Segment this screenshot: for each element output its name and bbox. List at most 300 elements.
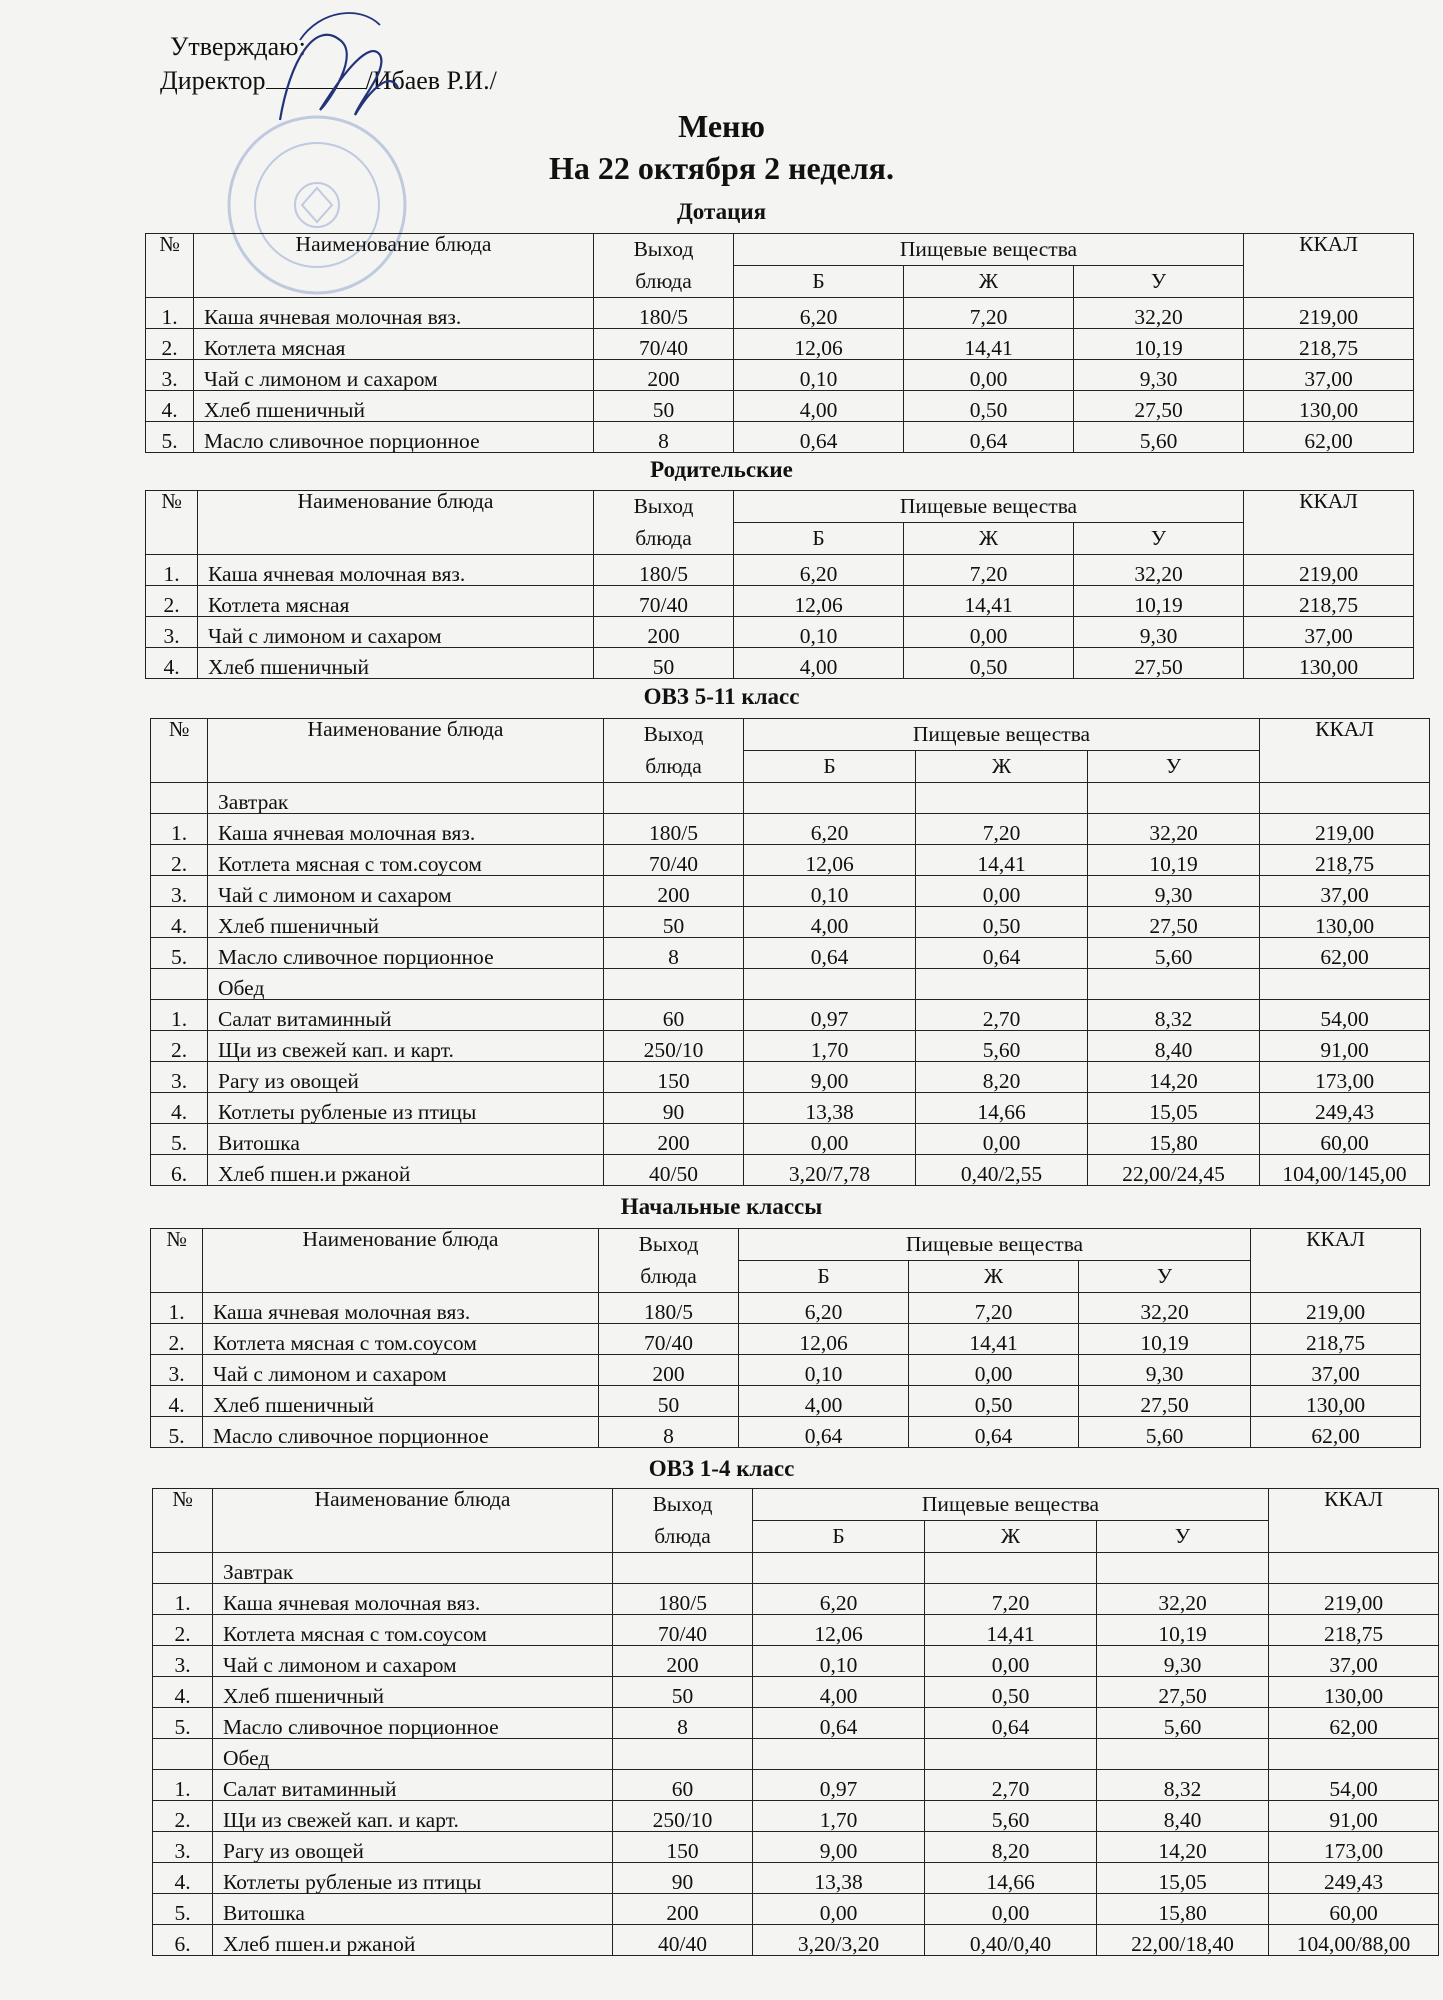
dish-name: Масло сливочное порционное bbox=[208, 938, 604, 969]
dish-yield: 40/50 bbox=[604, 1155, 744, 1186]
proteins-value: 9,00 bbox=[753, 1832, 925, 1863]
fats-value: 0,64 bbox=[916, 938, 1088, 969]
table-header-row bbox=[146, 234, 1414, 266]
header-number: № bbox=[151, 1229, 203, 1293]
carbs-value: 27,50 bbox=[1097, 1677, 1269, 1708]
dish-name: Масло сливочное порционное bbox=[194, 422, 594, 453]
fats-value: 8,20 bbox=[916, 1062, 1088, 1093]
table-row bbox=[146, 617, 1414, 648]
header-carbs: У bbox=[1088, 751, 1260, 783]
row-number bbox=[153, 1553, 213, 1584]
carbs-value: 32,20 bbox=[1074, 298, 1244, 329]
dish-yield: 180/5 bbox=[594, 298, 734, 329]
kcal-value: 218,75 bbox=[1260, 845, 1430, 876]
kcal-value: 218,75 bbox=[1251, 1324, 1421, 1355]
proteins-value: 12,06 bbox=[739, 1324, 909, 1355]
header-nutrients: Пищевые вещества bbox=[753, 1489, 1269, 1521]
menu-table-dotation bbox=[145, 233, 1414, 453]
header-yield-2: блюда bbox=[604, 751, 744, 783]
row-number bbox=[151, 783, 208, 814]
dish-yield bbox=[604, 969, 744, 1000]
dish-name: Котлеты рубленые из птицы bbox=[208, 1093, 604, 1124]
carbs-value: 14,20 bbox=[1097, 1832, 1269, 1863]
kcal-value: 218,75 bbox=[1244, 329, 1414, 360]
row-number: 3. bbox=[153, 1646, 213, 1677]
fats-value: 0,50 bbox=[904, 391, 1074, 422]
dish-yield: 8 bbox=[604, 938, 744, 969]
fats-value bbox=[916, 783, 1088, 814]
fats-value: 0,40/0,40 bbox=[925, 1925, 1097, 1956]
kcal-value: 60,00 bbox=[1260, 1124, 1430, 1155]
proteins-value: 0,10 bbox=[734, 617, 904, 648]
table-row bbox=[153, 1894, 1439, 1925]
proteins-value: 6,20 bbox=[739, 1293, 909, 1324]
row-number: 3. bbox=[151, 1062, 208, 1093]
kcal-value: 37,00 bbox=[1251, 1355, 1421, 1386]
row-number: 4. bbox=[151, 1386, 203, 1417]
dish-name: Завтрак bbox=[213, 1553, 613, 1584]
proteins-value: 0,64 bbox=[744, 938, 916, 969]
header-dish-name: Наименование блюда bbox=[213, 1489, 613, 1553]
dish-yield: 200 bbox=[604, 876, 744, 907]
table-row bbox=[146, 391, 1414, 422]
fats-value: 14,41 bbox=[925, 1615, 1097, 1646]
table-row bbox=[151, 1386, 1421, 1417]
kcal-value: 219,00 bbox=[1244, 555, 1414, 586]
kcal-value: 219,00 bbox=[1251, 1293, 1421, 1324]
fats-value: 14,41 bbox=[916, 845, 1088, 876]
proteins-value: 0,10 bbox=[739, 1355, 909, 1386]
dish-yield bbox=[613, 1739, 753, 1770]
kcal-value: 130,00 bbox=[1251, 1386, 1421, 1417]
proteins-value bbox=[744, 969, 916, 1000]
dish-yield: 180/5 bbox=[594, 555, 734, 586]
carbs-value: 9,30 bbox=[1097, 1646, 1269, 1677]
carbs-value: 9,30 bbox=[1074, 617, 1244, 648]
dish-name: Чай с лимоном и сахаром bbox=[208, 876, 604, 907]
proteins-value: 6,20 bbox=[734, 555, 904, 586]
fats-value: 8,20 bbox=[925, 1832, 1097, 1863]
header-carbs: У bbox=[1074, 523, 1244, 555]
dish-yield: 70/40 bbox=[599, 1324, 739, 1355]
header-kcal: ККАЛ bbox=[1269, 1489, 1439, 1553]
carbs-value: 10,19 bbox=[1079, 1324, 1251, 1355]
dish-name: Витошка bbox=[213, 1894, 613, 1925]
row-number: 3. bbox=[151, 1355, 203, 1386]
table-row bbox=[146, 329, 1414, 360]
proteins-value bbox=[744, 783, 916, 814]
dish-name: Котлета мясная bbox=[198, 586, 594, 617]
fats-value: 5,60 bbox=[916, 1031, 1088, 1062]
dish-yield: 200 bbox=[594, 617, 734, 648]
proteins-value: 12,06 bbox=[734, 586, 904, 617]
carbs-value: 15,80 bbox=[1088, 1124, 1260, 1155]
fats-value: 0,50 bbox=[925, 1677, 1097, 1708]
header-yield-2: блюда bbox=[594, 266, 734, 298]
director-name: /Ибаев Р.И./ bbox=[365, 66, 497, 95]
row-number: 3. bbox=[151, 876, 208, 907]
proteins-value: 3,20/7,78 bbox=[744, 1155, 916, 1186]
table-row bbox=[146, 555, 1414, 586]
fats-value bbox=[925, 1739, 1097, 1770]
row-number: 5. bbox=[146, 422, 194, 453]
row-number: 5. bbox=[151, 1124, 208, 1155]
carbs-value: 14,20 bbox=[1088, 1062, 1260, 1093]
header-kcal: ККАЛ bbox=[1244, 491, 1414, 555]
dish-yield: 70/40 bbox=[604, 845, 744, 876]
header-proteins: Б bbox=[739, 1261, 909, 1293]
dish-name: Хлеб пшеничный bbox=[198, 648, 594, 679]
fats-value: 0,00 bbox=[904, 617, 1074, 648]
row-number: 2. bbox=[151, 845, 208, 876]
dish-yield: 70/40 bbox=[613, 1615, 753, 1646]
carbs-value: 10,19 bbox=[1074, 586, 1244, 617]
header-fats: Ж bbox=[904, 523, 1074, 555]
dish-name: Хлеб пшен.и ржаной bbox=[213, 1925, 613, 1956]
dish-name: Масло сливочное порционное bbox=[203, 1417, 599, 1448]
dish-yield: 200 bbox=[613, 1646, 753, 1677]
proteins-value: 4,00 bbox=[744, 907, 916, 938]
carbs-value: 5,60 bbox=[1074, 422, 1244, 453]
row-number: 4. bbox=[153, 1863, 213, 1894]
proteins-value: 0,10 bbox=[734, 360, 904, 391]
header-number: № bbox=[153, 1489, 213, 1553]
header-number: № bbox=[146, 491, 198, 555]
header-fats: Ж bbox=[916, 751, 1088, 783]
fats-value: 0,64 bbox=[925, 1708, 1097, 1739]
proteins-value: 12,06 bbox=[744, 845, 916, 876]
proteins-value: 4,00 bbox=[753, 1677, 925, 1708]
proteins-value: 12,06 bbox=[734, 329, 904, 360]
table-row bbox=[153, 1770, 1439, 1801]
dish-yield: 50 bbox=[599, 1386, 739, 1417]
proteins-value: 9,00 bbox=[744, 1062, 916, 1093]
dish-yield: 150 bbox=[613, 1832, 753, 1863]
kcal-value: 62,00 bbox=[1244, 422, 1414, 453]
proteins-value: 12,06 bbox=[753, 1615, 925, 1646]
dish-name: Каша ячневая молочная вяз. bbox=[194, 298, 594, 329]
carbs-value: 27,50 bbox=[1074, 391, 1244, 422]
kcal-value: 54,00 bbox=[1260, 1000, 1430, 1031]
row-number: 1. bbox=[153, 1584, 213, 1615]
dish-name: Котлета мясная с том.соусом bbox=[213, 1615, 613, 1646]
dish-yield: 180/5 bbox=[604, 814, 744, 845]
proteins-value: 0,00 bbox=[753, 1894, 925, 1925]
carbs-value: 27,50 bbox=[1088, 907, 1260, 938]
section-title-ovz-1-4: ОВЗ 1-4 класс bbox=[648, 1456, 795, 1481]
table-header-row bbox=[151, 719, 1430, 751]
dish-name: Каша ячневая молочная вяз. bbox=[203, 1293, 599, 1324]
row-number: 4. bbox=[146, 648, 198, 679]
row-number: 4. bbox=[146, 391, 194, 422]
kcal-value: 104,00/88,00 bbox=[1269, 1925, 1439, 1956]
header-dish-name: Наименование блюда bbox=[203, 1229, 599, 1293]
kcal-value: 62,00 bbox=[1260, 938, 1430, 969]
table-row bbox=[146, 586, 1414, 617]
kcal-value: 249,43 bbox=[1260, 1093, 1430, 1124]
table-header-row bbox=[151, 1229, 1421, 1261]
director-label: Директор bbox=[160, 66, 266, 95]
header-number: № bbox=[146, 234, 194, 298]
fats-value: 7,20 bbox=[925, 1584, 1097, 1615]
dish-yield: 50 bbox=[604, 907, 744, 938]
section-title-parents: Родительские bbox=[650, 457, 793, 482]
dish-name: Рагу из овощей bbox=[208, 1062, 604, 1093]
proteins-value: 0,64 bbox=[739, 1417, 909, 1448]
page-subtitle: На 22 октября 2 неделя. bbox=[549, 150, 894, 186]
header-dish-name: Наименование блюда bbox=[208, 719, 604, 783]
fats-value: 2,70 bbox=[916, 1000, 1088, 1031]
table-row bbox=[146, 298, 1414, 329]
kcal-value: 249,43 bbox=[1269, 1863, 1439, 1894]
fats-value: 14,41 bbox=[904, 329, 1074, 360]
table-row bbox=[153, 1615, 1439, 1646]
table-header-row bbox=[146, 491, 1414, 523]
table-row bbox=[153, 1708, 1439, 1739]
carbs-value: 27,50 bbox=[1079, 1386, 1251, 1417]
dish-name: Чай с лимоном и сахаром bbox=[194, 360, 594, 391]
row-number: 2. bbox=[151, 1324, 203, 1355]
carbs-value: 22,00/24,45 bbox=[1088, 1155, 1260, 1186]
dish-yield: 50 bbox=[613, 1677, 753, 1708]
proteins-value: 4,00 bbox=[734, 648, 904, 679]
table-row bbox=[153, 1584, 1439, 1615]
header-carbs: У bbox=[1097, 1521, 1269, 1553]
dish-yield: 50 bbox=[594, 648, 734, 679]
dish-name: Чай с лимоном и сахаром bbox=[198, 617, 594, 648]
menu-table-ovz-1-4 bbox=[152, 1488, 1439, 1956]
row-number: 1. bbox=[151, 814, 208, 845]
proteins-value: 1,70 bbox=[753, 1801, 925, 1832]
dish-yield: 70/40 bbox=[594, 586, 734, 617]
carbs-value: 8,40 bbox=[1088, 1031, 1260, 1062]
table-row bbox=[151, 1155, 1430, 1186]
row-number: 2. bbox=[153, 1615, 213, 1646]
proteins-value: 6,20 bbox=[753, 1584, 925, 1615]
fats-value: 0,00 bbox=[909, 1355, 1079, 1386]
header-proteins: Б bbox=[734, 266, 904, 298]
proteins-value: 13,38 bbox=[744, 1093, 916, 1124]
table-row bbox=[151, 907, 1430, 938]
dish-name: Щи из свежей кап. и карт. bbox=[208, 1031, 604, 1062]
row-number: 2. bbox=[153, 1801, 213, 1832]
carbs-value bbox=[1097, 1739, 1269, 1770]
dish-name: Рагу из овощей bbox=[213, 1832, 613, 1863]
kcal-value: 130,00 bbox=[1260, 907, 1430, 938]
dish-yield: 40/40 bbox=[613, 1925, 753, 1956]
table-row bbox=[153, 1646, 1439, 1677]
dish-name: Котлеты рубленые из птицы bbox=[213, 1863, 613, 1894]
dish-yield: 250/10 bbox=[613, 1801, 753, 1832]
approval-label: Утверждаю: bbox=[170, 32, 306, 61]
carbs-value: 5,60 bbox=[1097, 1708, 1269, 1739]
table-row bbox=[151, 1000, 1430, 1031]
kcal-value: 37,00 bbox=[1244, 360, 1414, 391]
proteins-value: 0,00 bbox=[744, 1124, 916, 1155]
section-title-dotation: Дотация bbox=[676, 199, 767, 224]
carbs-value: 9,30 bbox=[1088, 876, 1260, 907]
dish-name: Хлеб пшеничный bbox=[213, 1677, 613, 1708]
kcal-value: 130,00 bbox=[1244, 648, 1414, 679]
kcal-value: 91,00 bbox=[1260, 1031, 1430, 1062]
dish-yield: 8 bbox=[594, 422, 734, 453]
kcal-value: 218,75 bbox=[1269, 1615, 1439, 1646]
proteins-value: 0,97 bbox=[744, 1000, 916, 1031]
proteins-value: 0,10 bbox=[753, 1646, 925, 1677]
kcal-value bbox=[1269, 1739, 1439, 1770]
header-fats: Ж bbox=[904, 266, 1074, 298]
fats-value: 14,41 bbox=[909, 1324, 1079, 1355]
row-number: 5. bbox=[151, 1417, 203, 1448]
proteins-value: 3,20/3,20 bbox=[753, 1925, 925, 1956]
dish-name: Каша ячневая молочная вяз. bbox=[198, 555, 594, 586]
kcal-value: 37,00 bbox=[1260, 876, 1430, 907]
dish-name: Салат витаминный bbox=[213, 1770, 613, 1801]
dish-yield: 8 bbox=[599, 1417, 739, 1448]
dish-name: Хлеб пшеничный bbox=[194, 391, 594, 422]
table-row bbox=[151, 1324, 1421, 1355]
dish-name: Обед bbox=[208, 969, 604, 1000]
fats-value bbox=[925, 1553, 1097, 1584]
fats-value: 14,66 bbox=[916, 1093, 1088, 1124]
table-row bbox=[151, 1124, 1430, 1155]
fats-value: 0,00 bbox=[916, 1124, 1088, 1155]
carbs-value: 32,20 bbox=[1079, 1293, 1251, 1324]
row-number: 3. bbox=[153, 1832, 213, 1863]
dish-yield: 60 bbox=[613, 1770, 753, 1801]
kcal-value: 218,75 bbox=[1244, 586, 1414, 617]
carbs-value: 27,50 bbox=[1074, 648, 1244, 679]
row-number: 2. bbox=[146, 329, 194, 360]
fats-value: 0,50 bbox=[909, 1386, 1079, 1417]
header-fats: Ж bbox=[925, 1521, 1097, 1553]
header-proteins: Б bbox=[744, 751, 916, 783]
page-title: Меню bbox=[678, 108, 765, 144]
header-kcal: ККАЛ bbox=[1251, 1229, 1421, 1293]
table-row bbox=[153, 1739, 1439, 1770]
row-number: 2. bbox=[146, 586, 198, 617]
dish-name: Котлета мясная bbox=[194, 329, 594, 360]
fats-value: 0,00 bbox=[904, 360, 1074, 391]
dish-yield bbox=[613, 1553, 753, 1584]
proteins-value: 0,97 bbox=[753, 1770, 925, 1801]
fats-value: 2,70 bbox=[925, 1770, 1097, 1801]
carbs-value bbox=[1088, 969, 1260, 1000]
header-nutrients: Пищевые вещества bbox=[734, 491, 1244, 523]
dish-yield: 200 bbox=[613, 1894, 753, 1925]
row-number: 5. bbox=[153, 1708, 213, 1739]
header-number: № bbox=[151, 719, 208, 783]
fats-value: 7,20 bbox=[916, 814, 1088, 845]
proteins-value: 4,00 bbox=[739, 1386, 909, 1417]
table-row bbox=[153, 1925, 1439, 1956]
header-yield: Выход bbox=[599, 1229, 739, 1261]
kcal-value: 54,00 bbox=[1269, 1770, 1439, 1801]
table-row bbox=[153, 1863, 1439, 1894]
header-yield-2: блюда bbox=[594, 523, 734, 555]
dish-yield: 150 bbox=[604, 1062, 744, 1093]
table-header-row bbox=[153, 1489, 1439, 1521]
header-proteins: Б bbox=[734, 523, 904, 555]
kcal-value bbox=[1260, 783, 1430, 814]
row-number: 3. bbox=[146, 617, 198, 648]
header-yield: Выход bbox=[594, 491, 734, 523]
table-row bbox=[146, 422, 1414, 453]
proteins-value: 0,64 bbox=[753, 1708, 925, 1739]
table-row bbox=[146, 648, 1414, 679]
kcal-value: 62,00 bbox=[1269, 1708, 1439, 1739]
row-number: 3. bbox=[146, 360, 194, 391]
dish-name: Каша ячневая молочная вяз. bbox=[213, 1584, 613, 1615]
table-row bbox=[146, 360, 1414, 391]
carbs-value: 32,20 bbox=[1088, 814, 1260, 845]
row-number: 1. bbox=[151, 1000, 208, 1031]
dish-name: Чай с лимоном и сахаром bbox=[213, 1646, 613, 1677]
dish-yield: 8 bbox=[613, 1708, 753, 1739]
section-title-ovz-5-11: ОВЗ 5-11 класс bbox=[643, 684, 800, 709]
carbs-value: 5,60 bbox=[1088, 938, 1260, 969]
proteins-value: 6,20 bbox=[734, 298, 904, 329]
kcal-value: 62,00 bbox=[1251, 1417, 1421, 1448]
fats-value: 7,20 bbox=[904, 555, 1074, 586]
dish-name: Хлеб пшеничный bbox=[208, 907, 604, 938]
kcal-value: 60,00 bbox=[1269, 1894, 1439, 1925]
carbs-value: 8,32 bbox=[1097, 1770, 1269, 1801]
header-yield: Выход bbox=[604, 719, 744, 751]
row-number bbox=[151, 969, 208, 1000]
table-row bbox=[151, 783, 1430, 814]
header-fats: Ж bbox=[909, 1261, 1079, 1293]
dish-yield bbox=[604, 783, 744, 814]
kcal-value: 173,00 bbox=[1269, 1832, 1439, 1863]
dish-name: Салат витаминный bbox=[208, 1000, 604, 1031]
table-row bbox=[151, 814, 1430, 845]
row-number: 5. bbox=[151, 938, 208, 969]
fats-value: 5,60 bbox=[925, 1801, 1097, 1832]
fats-value: 0,40/2,55 bbox=[916, 1155, 1088, 1186]
fats-value bbox=[916, 969, 1088, 1000]
dish-yield: 70/40 bbox=[594, 329, 734, 360]
table-row bbox=[153, 1553, 1439, 1584]
dish-name: Котлета мясная с том.соусом bbox=[208, 845, 604, 876]
dish-yield: 200 bbox=[599, 1355, 739, 1386]
header-kcal: ККАЛ bbox=[1260, 719, 1430, 783]
dish-name: Чай с лимоном и сахаром bbox=[203, 1355, 599, 1386]
header-carbs: У bbox=[1074, 266, 1244, 298]
row-number: 4. bbox=[153, 1677, 213, 1708]
dish-name: Котлета мясная с том.соусом bbox=[203, 1324, 599, 1355]
dish-yield: 60 bbox=[604, 1000, 744, 1031]
kcal-value: 173,00 bbox=[1260, 1062, 1430, 1093]
fats-value: 0,64 bbox=[904, 422, 1074, 453]
kcal-value bbox=[1269, 1553, 1439, 1584]
table-row bbox=[151, 1417, 1421, 1448]
proteins-value: 4,00 bbox=[734, 391, 904, 422]
row-number: 4. bbox=[151, 1093, 208, 1124]
row-number bbox=[153, 1739, 213, 1770]
carbs-value bbox=[1097, 1553, 1269, 1584]
fats-value: 7,20 bbox=[909, 1293, 1079, 1324]
carbs-value: 10,19 bbox=[1088, 845, 1260, 876]
table-row bbox=[153, 1801, 1439, 1832]
kcal-value: 104,00/145,00 bbox=[1260, 1155, 1430, 1186]
header-yield-2: блюда bbox=[613, 1521, 753, 1553]
kcal-value: 130,00 bbox=[1269, 1677, 1439, 1708]
proteins-value: 6,20 bbox=[744, 814, 916, 845]
kcal-value: 219,00 bbox=[1260, 814, 1430, 845]
header-nutrients: Пищевые вещества bbox=[734, 234, 1244, 266]
carbs-value: 22,00/18,40 bbox=[1097, 1925, 1269, 1956]
